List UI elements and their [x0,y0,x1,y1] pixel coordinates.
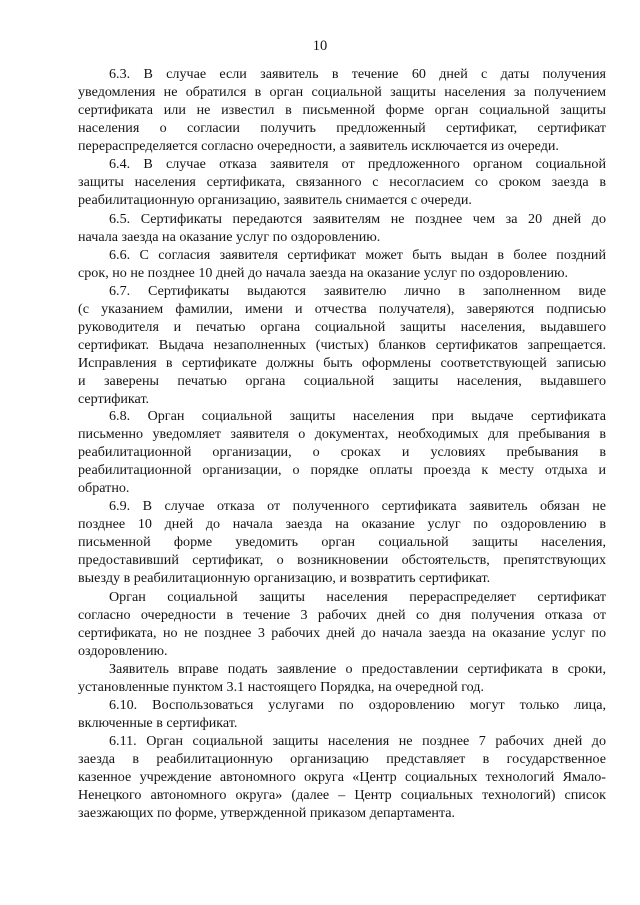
text-line: 6.10. Воспользоваться услугами по оздоровлению могут только лица, [109,697,606,713]
text-line: реабилитационной организации, о сроках и условиях пребывания в [78,444,606,460]
text-line: письменно уведомляет заявителя о документах, необходимых для пребывания в [78,426,606,442]
text-line: перераспределяется согласно очередности, а заявитель исключается из очереди. [78,138,559,154]
text-line: установленные пунктом 3.1 настоящего Порядка, на очередной год. [78,679,485,695]
text-line: оздоровлению. [78,643,168,659]
text-line: казенное учреждение автономного округа «Центр социальных технологий Ямало- [78,769,606,785]
text-line: реабилитационную организацию, заявитель снимается с очереди. [78,192,472,208]
text-line: уведомления не обратился в орган социальной защиты населения за получением [78,84,606,100]
text-line: 6.8. Орган социальной защиты населения при выдаче сертификата [109,408,606,424]
text-line: Заявитель вправе подать заявление о предоставлении сертификата в сроки, [109,661,606,677]
text-line: 6.11. Орган социальной защиты населения не позднее 7 рабочих дней до [109,733,606,749]
page-number: 10 [312,38,328,54]
text-line: и заверены печатью органа социальной защиты населения, выдавшего [78,373,606,389]
text-line: защиты населения сертификата, связанного с несогласием со сроком заезда в [78,174,606,190]
text-line: заезда в реабилитационную организацию представляет в государственное [78,751,606,767]
text-line: 6.5. Сертификаты передаются заявителям не позднее чем за 20 дней до [109,211,606,227]
text-line: обратно. [78,480,130,496]
text-line: 6.9. В случае отказа от полученного сертификата заявитель обязан не [109,498,606,514]
text-line: заезжающих по форме, утвержденной приказом департамента. [78,805,456,821]
text-line: реабилитационной организации, о порядке оплаты проезда к месту отдыха и [78,462,606,478]
text-line: позднее 10 дней до начала заезда на оказание услуг по оздоровлению в [78,516,606,532]
text-line: 6.4. В случае отказа заявителя от предложенного органом социальной [109,156,606,172]
text-line: включенные в сертификат. [78,715,238,731]
text-line: (с указанием фамилии, имени и отчества получателя), заверяются подписью [78,301,606,317]
text-line: сертификата, но не позднее 3 рабочих дней до начала заезда на оказание услуг по [78,625,606,641]
text-line: сертификат. [78,391,150,407]
text-line: Ненецкого автономного округа» (далее – Центр социальных технологий) список [78,787,606,803]
text-line: предоставивший сертификат, о возникновении обстоятельств, препятствующих [78,552,606,568]
text-line: согласно очередности в течение 3 рабочих дней со дня получения отказа от [78,607,606,623]
text-line: Исправления в сертификате должны быть оформлены соответствующей записью [78,355,606,371]
text-line: сертификата или не известил в письменной форме орган социальной защиты [78,102,606,118]
text-line: 6.6. С согласия заявителя сертификат может быть выдан в более поздний [109,247,606,263]
text-line: населения о согласии получить предложенный сертификат, сертификат [78,120,606,136]
text-line: Орган социальной защиты населения перераспределяет сертификат [109,589,606,605]
text-line: выезду в реабилитационную организацию, и возвратить сертификат. [78,570,491,586]
text-line: письменной форме уведомить орган социальной защиты населения, [78,534,606,550]
text-line: руководителя и печатью органа социальной защиты населения, выдавшего [78,319,606,335]
text-line: 6.7. Сертификаты выдаются заявителю лично в заполненном виде [109,283,606,299]
text-line: начала заезда на оказание услуг по оздоровлению. [78,229,381,245]
text-line: срок, но не позднее 10 дней до начала заезда на оказание услуг по оздоровлению. [78,265,569,281]
text-line: сертификат. Выдача незаполненных (чистых) бланков сертификатов запрещается. [78,337,606,353]
text-line: 6.3. В случае если заявитель в течение 60 дней с даты получения [109,66,606,82]
